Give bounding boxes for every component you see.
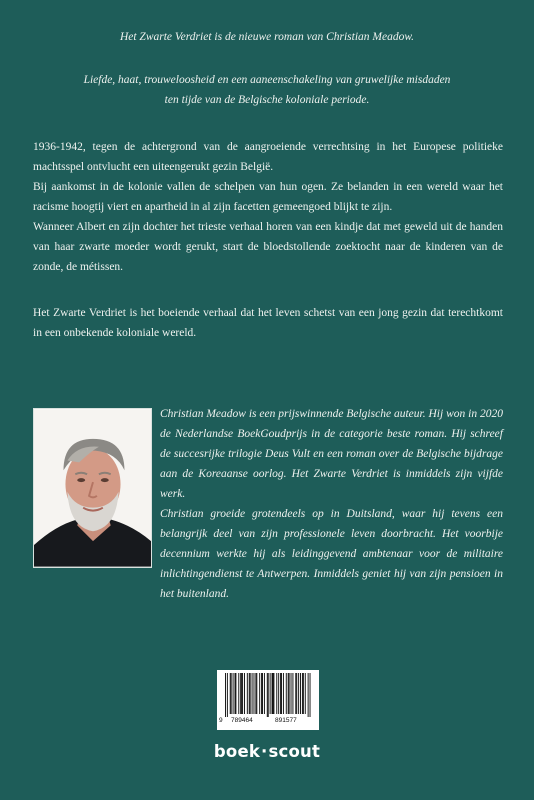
barcode-bar (264, 673, 265, 714)
barcode-bar (261, 673, 262, 714)
barcode-bar (295, 673, 296, 714)
summary-paragraph: Het Zwarte Verdriet is het boeiende verhaal dat het leven schetst van een jong gezin dat terechtkomt in een onbekende koloniale wereld. (33, 307, 503, 339)
barcode-bar (227, 673, 228, 717)
barcode-bar (305, 673, 306, 714)
barcode-bar (230, 673, 231, 714)
barcode-bar (272, 673, 273, 714)
publisher-separator: · (261, 742, 268, 761)
barcode-bar (270, 673, 271, 714)
barcode (217, 670, 319, 730)
intro-tagline (0, 70, 534, 110)
intro-tagline-line-2: ten tijde van de Belgische koloniale periode. (164, 94, 370, 106)
barcode-bar (255, 673, 256, 714)
barcode-bar (291, 673, 292, 714)
barcode-bar (286, 673, 287, 714)
barcode-bar (247, 673, 248, 714)
barcode-bar (267, 673, 268, 717)
barcode-bar (283, 673, 284, 714)
synopsis-paragraph-1: 1936-1942, tegen de achtergrond van de aangroeiende verrechtsing in het Europese politieke machtsspel ontvlucht een uiteengerukt gezin België. (33, 141, 503, 173)
publisher-name-right: scout (268, 742, 321, 761)
barcode-bar (300, 673, 301, 714)
barcode-bars (217, 670, 319, 717)
barcode-bar (233, 673, 234, 714)
publisher-logo (0, 742, 534, 761)
barcode-bar (298, 673, 299, 714)
barcode-bar (292, 673, 293, 714)
barcode-bar (278, 673, 279, 714)
barcode-bar (288, 673, 289, 714)
author-photo (33, 408, 152, 568)
barcode-bar (238, 673, 239, 714)
isbn-left-digits: 789464 (231, 717, 253, 724)
barcode-bar (280, 673, 281, 714)
isbn-digits (217, 717, 319, 727)
isbn-right-digits: 891577 (275, 717, 297, 724)
author-portrait-image (34, 409, 151, 567)
barcode-bar (303, 673, 304, 714)
barcode-bar (242, 673, 243, 714)
intro-tagline-line-1: Liefde, haat, trouweloosheid en een aaneenschakeling van gruwelijke misdaden (83, 74, 451, 86)
publisher-name-left: boek (213, 742, 261, 761)
barcode-bar (235, 673, 236, 714)
barcode-bar (241, 673, 242, 714)
barcode-bar (289, 673, 290, 714)
barcode-bar (308, 673, 309, 717)
barcode-bar (249, 673, 250, 714)
barcode-bar (273, 673, 274, 714)
barcode-bar (262, 673, 263, 714)
synopsis-paragraph-3: Wanneer Albert en zijn dochter het trieste verhaal horen van een kindje dat met geweld uit de handen van haar zwarte moeder wordt gerukt, start de bloedstollende zoektocht naar de kinderen van de zonde, de métissen. (33, 221, 503, 273)
barcode-bar (256, 673, 257, 714)
barcode-bar (296, 673, 297, 714)
barcode-bar (276, 673, 277, 714)
intro-line: Het Zwarte Verdriet is de nieuwe roman van Christian Meadow. (119, 31, 415, 43)
author-bio (160, 404, 503, 604)
barcode-bar (231, 673, 232, 714)
barcode-bar (254, 673, 255, 714)
barcode-bar (240, 673, 241, 714)
barcode-bar (281, 673, 282, 714)
author-bio-paragraph-1: Christian Meadow is een prijswinnende Belgische auteur. Hij won in 2020 de Nederlandse BoekGoudprijs in de categorie beste roman. Hij schreef de succesrijke trilogie Deus Vult en een roman over de Belgische bijdrage aan de Koreaanse oorlog. Het Zwarte Verdriet is inmiddels zijn vijfde werk. (160, 408, 503, 500)
barcode-bar (225, 673, 226, 717)
barcode-bar (273, 673, 274, 714)
barcode-bar (268, 673, 269, 717)
barcode-bar (235, 673, 236, 714)
synopsis-paragraph-2: Bij aankomst in de kolonie vallen de schelpen van hun ogen. Ze belanden in een wereld waar het racisme hoogtij viert en apartheid in al zijn facetten gemeengoed blijkt te zijn. (33, 181, 503, 213)
barcode-bar (259, 673, 260, 714)
synopsis (33, 137, 503, 277)
isbn-lead-digit: 9 (219, 717, 223, 724)
barcode-bar (252, 673, 253, 714)
barcode-bar (250, 673, 251, 714)
barcode-bar (302, 673, 303, 714)
barcode-bar (310, 673, 311, 717)
author-bio-paragraph-2: Christian groeide grotendeels op in Duitsland, waar hij tevens een belangrijk deel van zijn professionele leven doorbracht. Het voorbije decennium werkte hij als leidinggevend ambtenaar voor de militaire inlichtingendienst te Antwerpen. Inmiddels geniet hij van zijn pensioen in het buitenland. (160, 508, 503, 600)
barcode-bar (244, 673, 245, 714)
